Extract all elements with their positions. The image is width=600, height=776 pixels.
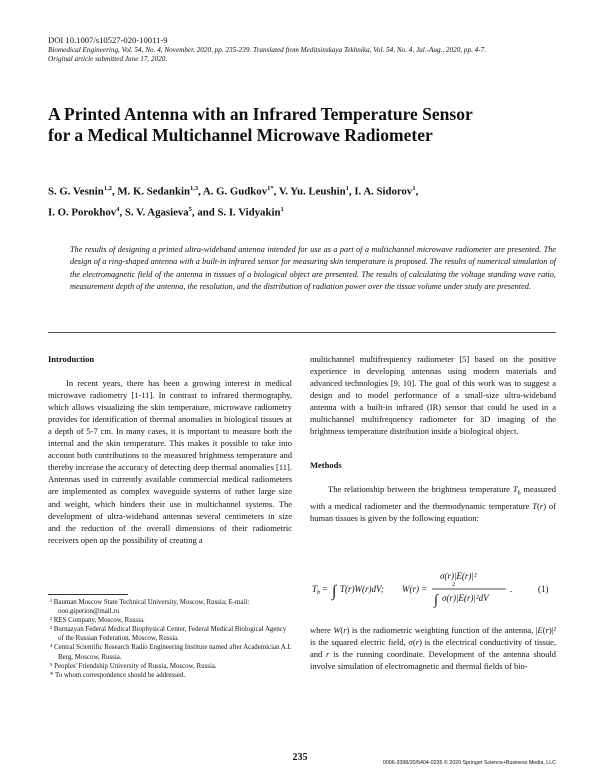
author-name: S. G. Vesnin bbox=[48, 185, 104, 198]
weight-function: W(r) = bbox=[402, 584, 428, 594]
introduction-continuation: multichannel multifrequency radiometer [5] based on the positive experience in developing antennas using modern materials and advanced technologies [9, 10]. The goal of this work was to suggest a design and to model performance of a small-size ultra-wideband antenna with a built-in infrared (IR) sensor that could be used in a multichannel multifrequency radiometer for 3D imaging of the brightness temperature distribution inside a biological object. bbox=[310, 354, 556, 437]
numerator-two: 2 bbox=[452, 582, 455, 588]
footnote-divider bbox=[48, 594, 128, 595]
equation-explanation: where W(r) is the radiometric weighting function of the antenna, |E(r)|² is the squared electric field, σ(r) is the electrical conductivity of tissue, and r is the running coordinate. Development of the antenna should involve simulation of electromagnetic and thermal fields of bio- bbox=[310, 625, 557, 672]
author-name: M. K. Sedankin bbox=[117, 185, 190, 198]
introduction-paragraph: In recent years, there has been a growing interest in medical microwave radiometry [1-11]. In contrast to infrared thermography, which allows visualizing the skin temperature, microwave radiometry provides for identification of thermal anomalies in biological tissues at a depth of 5-7 cm. In many cases, it is important to measure both the internal and the skin temperature. This makes it possible to take into account both contributions to the measured brightness temperature and thereby increase the accuracy of detecting deep thermal anomalies [11]. Antennas used in currently available commercial medical radiometers are implemented as complex waveguide systems of rather large size and weight, which hinders their use in multichannel systems. The development of ultra-wideband antennas several centimeters in size and the reduction of the overall dimensions of their radiometric receivers open up the possibility of creating a bbox=[48, 378, 292, 545]
equation-lhs: $T_b$ = bbox=[312, 584, 328, 596]
abstract-divider bbox=[48, 332, 556, 333]
author-list: S. G. Vesnin$^{1,2}$, M. K. Sedankin$^{1,3}$, A. G. Gudkov$^{1*}$, V. Yu. Leushin$^1$, I. A. Sidorov$^1$, I. O. Porokhov$^4$, S. V. Agasieva$^5$, and S. I. Vidyakin$^1$ bbox=[48, 185, 419, 219]
author-name: V. Yu. Leushin bbox=[278, 185, 346, 198]
footnotes bbox=[48, 598, 292, 680]
submission-date: Original article submitted June 17, 2020. bbox=[48, 55, 168, 64]
journal-header bbox=[48, 36, 556, 65]
author-affiliation-marker: 1 bbox=[345, 185, 349, 192]
title-line-2: for a Medical Multichannel Microwave Radiometer bbox=[48, 125, 433, 145]
equation-number: (1) bbox=[538, 584, 549, 594]
author-affiliation-marker: 5 bbox=[188, 205, 192, 213]
abstract: The results of designing a printed ultra-wideband antenna intended for use as a part of a multichannel microwave radiometer are presented. The design of a ring-shaped antenna with a built-in infrared sensor for measuring skin temperature is proposed. The results of numerical simulation of the electromagnetic field of the antenna in tissues of a biological object are presented. The results of calculating the voltage standing wave ratio, measurement depth of the antenna, the resolution, and the distribution of radiation power over the tissue volume under study are presented. bbox=[70, 245, 556, 292]
author-affiliation-marker: 1,2 bbox=[103, 185, 112, 192]
integrand-1: T(r)W(r)dV; bbox=[340, 584, 384, 594]
title-line-1: A Printed Antenna with an Infrared Temperature Sensor bbox=[48, 104, 473, 124]
footnote: ¹ Bauman Moscow State Technical University, Moscow, Russia; E-mail: ooo.giperion@mail.ru bbox=[50, 599, 250, 616]
post-equation-text bbox=[310, 624, 556, 672]
numerator: σ(r)|E(r)|² bbox=[440, 571, 477, 581]
footnote: ² RES Company, Moscow, Russia. bbox=[50, 617, 145, 625]
section-heading-methods: Methods bbox=[310, 460, 342, 471]
footnote: ⁵ Peoples' Friendship University of Russia, Moscow, Russia. bbox=[50, 662, 217, 670]
footnote: * To whom correspondence should be addressed. bbox=[50, 671, 186, 679]
right-column bbox=[310, 353, 556, 524]
author-affiliation-marker: 1,3 bbox=[189, 185, 199, 192]
doi: DOI 10.1007/s10527-020-10011-9 bbox=[48, 35, 168, 45]
integral-sign: ∫ bbox=[332, 583, 337, 600]
section-heading-introduction: Introduction bbox=[48, 354, 95, 364]
author-name: I. O. Porokhov bbox=[48, 206, 117, 219]
footnote: ⁴ Central Scientific Research Radio Engineering Institute named after Academician A.I. Berg, Moscow, Russia. bbox=[50, 644, 292, 661]
footnote: ³ Burnazyan Federal Medical Biophysical Center, Federal Medical Biological Agency of the Russian Federation, Moscow, Russia. bbox=[50, 626, 287, 643]
author-name: I. A. Sidorov bbox=[354, 185, 413, 198]
left-column bbox=[48, 353, 292, 546]
author-affiliation-marker: 4 bbox=[116, 205, 120, 213]
page-number: 235 bbox=[292, 752, 308, 763]
denominator: σ(r)|E(r)|²dV bbox=[442, 593, 489, 603]
paper-title bbox=[48, 104, 548, 146]
author-affiliation-marker: 1 bbox=[412, 185, 416, 192]
copyright-line: 0006-3398/20/5404-0235 © 2020 Springer Science+Business Media, LLC bbox=[382, 760, 556, 766]
equation-1 bbox=[310, 566, 556, 612]
author-name: S. I. Vidyakin bbox=[217, 206, 281, 219]
equation-period: . bbox=[510, 584, 513, 594]
author-affiliation-marker: 1* bbox=[267, 185, 274, 192]
methods-paragraph: The relationship between the brightness temperature $T_b$ measured with a medical radiometer and the thermodynamic temperature T(r) of human tissues is given by the following equation: bbox=[310, 484, 557, 524]
author-name: S. V. Agasieva bbox=[124, 206, 189, 219]
denominator-integral: ∫ bbox=[434, 593, 438, 608]
author-affiliation-marker: 1 bbox=[280, 205, 284, 213]
author-name: A. G. Gudkov bbox=[202, 185, 268, 198]
journal-citation: Biomedical Engineering, Vol. 54, No. 4, November, 2020, pp. 235-239. Translated from Meditsinskaya Tekhnika, Vol. 54, No. 4, Jul.-Aug., 2020, pp. 4-7. bbox=[48, 45, 487, 54]
